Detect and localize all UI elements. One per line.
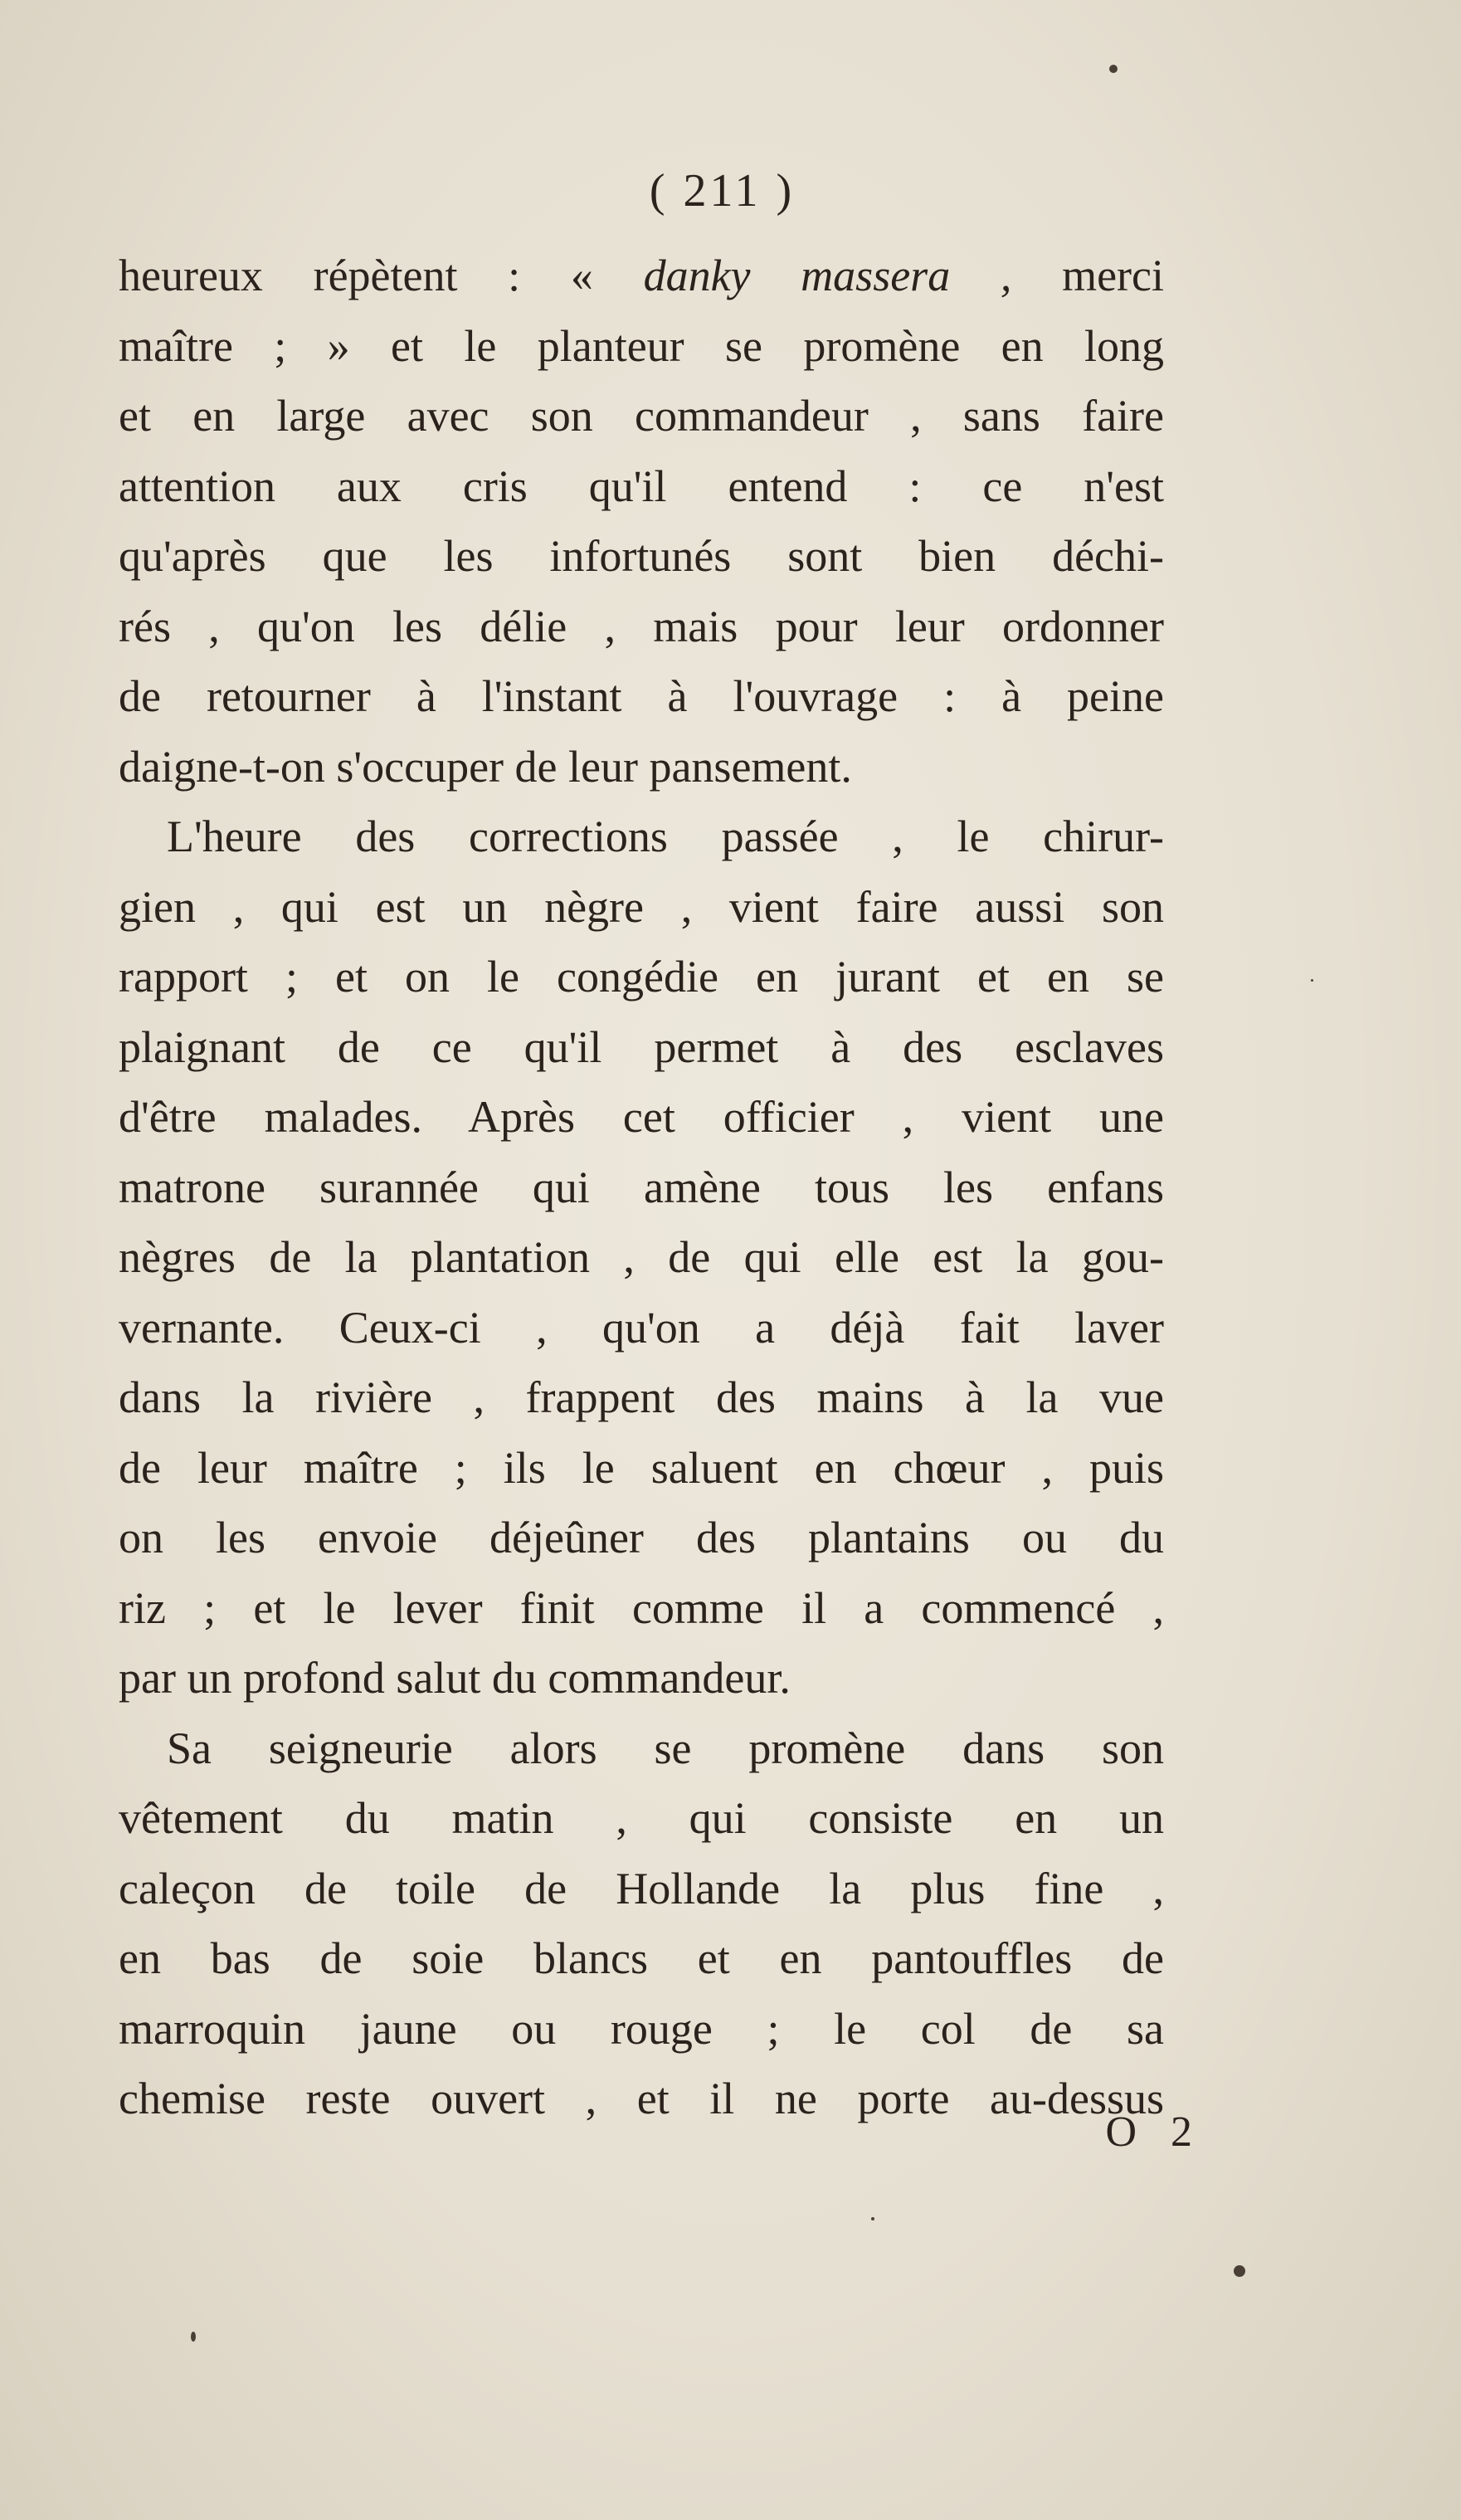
text-line: rés , qu'on les délie , mais pour leur ordonner — [119, 601, 1164, 651]
text-line: marroquin jaune ou rouge ; le col de sa — [119, 2003, 1164, 2054]
text-line: caleçon de toile de Hollande la plus fine , — [119, 1863, 1164, 1913]
text-line: dans la rivière , frappent des mains à la vue — [119, 1372, 1164, 1422]
text-line: nègres de la plantation , de qui elle est la gou- — [119, 1232, 1164, 1282]
signature-mark: O 2 — [1105, 2108, 1204, 2156]
text-line: plaignant de ce qu'il permet à des esclaves — [119, 1021, 1164, 1072]
text-line: de retourner à l'instant à l'ouvrage : à peine — [119, 671, 1164, 721]
text-line: d'être malades. Après cet officier , vient une — [119, 1092, 1164, 1142]
paper-speck — [1234, 2265, 1245, 2277]
paragraph-start-line: L'heure des corrections passée , le chirur- — [167, 812, 1164, 861]
text-line: matrone surannée qui amène tous les enfans — [119, 1162, 1164, 1212]
text-line: gien , qui est un nègre , vient faire aussi son — [119, 881, 1164, 932]
paragraph-start-line: Sa seigneurie alors se promène dans son — [167, 1723, 1164, 1773]
text-line: rapport ; et on le congédie en jurant et en se — [119, 952, 1164, 1002]
text-line: qu'après que les infortunés sont bien déchi- — [119, 531, 1164, 581]
body-text — [119, 241, 1164, 2134]
text-line: de leur maître ; ils le saluent en chœur , puis — [119, 1442, 1164, 1493]
paper-speck — [1109, 65, 1118, 73]
text-line: et en large avec son commandeur , sans faire — [119, 391, 1164, 441]
page-number: ( 211 ) — [649, 165, 796, 217]
text-line: heureux répètent : « danky massera , merci — [119, 251, 1164, 300]
text-line: en bas de soie blancs et en pantouffles de — [119, 1933, 1164, 1983]
italic-phrase: danky massera , — [643, 251, 1012, 300]
text-line: on les envoie déjeûner des plantains ou du — [119, 1513, 1164, 1562]
text-line: chemise reste ouvert , et il ne porte au-dessus — [119, 2074, 1164, 2123]
text-line: daigne-t-on s'occuper de leur pansement. — [119, 741, 852, 792]
text-line: attention aux cris qu'il entend : ce n'est — [119, 461, 1164, 511]
text-line: maître ; » et le planteur se promène en long — [119, 320, 1164, 371]
text-line: riz ; et le lever finit comme il a commencé , — [119, 1582, 1164, 1633]
text-line: vernante. Ceux-ci , qu'on a déjà fait laver — [119, 1302, 1164, 1353]
paper-speck — [1311, 979, 1313, 982]
paper-speck — [871, 2217, 874, 2220]
text-line: par un profond salut du commandeur. — [119, 1653, 791, 1703]
paper-speck — [191, 2332, 196, 2342]
text-line: vêtement du matin , qui consiste en un — [119, 1793, 1164, 1843]
